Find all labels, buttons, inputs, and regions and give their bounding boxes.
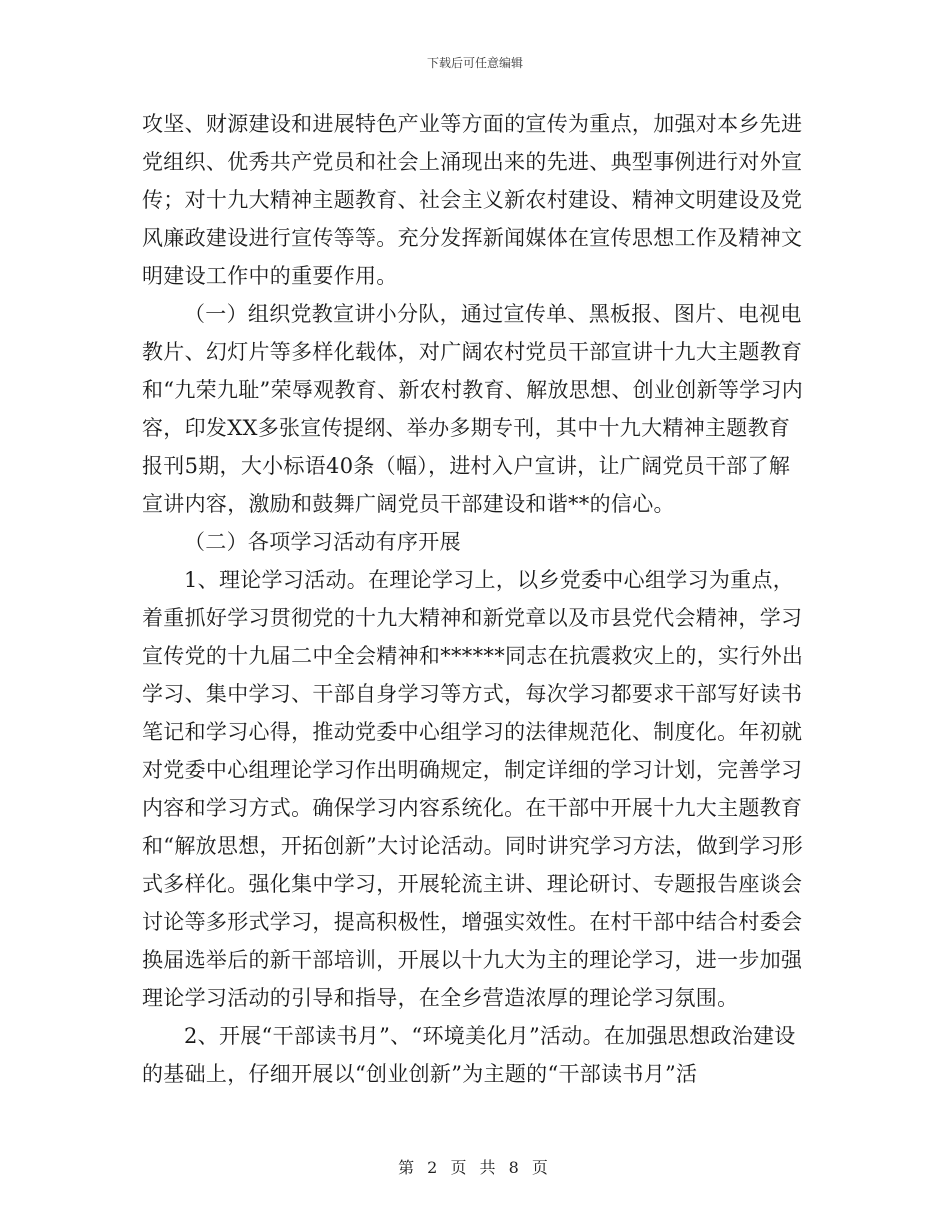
paragraph-theory-study: 1、理论学习活动。在理论学习上，以乡党委中心组学习为重点，着重抓好学习贯彻党的十九大精神和新党章以及市县党代会精神，学习宣传党的十九届二中全会精神和******同志在抗震救灾上的，实行外出学习、集中学习、干部自身学习等方式，每次学习都要求干部写好读书笔记和学习心得，推动党委中心组学习的法律规范化、制度化。年初就对党委中心组理论学习作出明确规定，制定详细的学习计划，完善学习内容和学习方式。确保学习内容系统化。在干部中开展十九大主题教育和“解放思想，开拓创新”大讨论活动。同时讲究学习方法，做到学习形式多样化。强化集中学习，开展轮流主讲、理论研讨、专题报告座谈会讨论等多形式学习，提高积极性，增强实效性。在村干部中结合村委会换届选举后的新干部培训，开展以十九大为主的理论学习，进一步加强理论学习活动的引导和指导，在全乡营造浓厚的理论学习氛围。 [142,568,804,1010]
paragraph-reading-month: 2、开展“干部读书月”、“环境美化月”活动。在加强思想政治建设的基础上，仔细开展以“创业创新”为主题的“干部读书月”活 [142,1024,796,1086]
header-note: 下载后可任意编辑 [426,56,523,70]
section-heading-2: （二）各项学习活动有序开展 [184,530,461,554]
page-number-footer: 第 2 页 共 8 页 [398,1158,552,1177]
document-body [142,105,810,1093]
paragraph-continued: 攻坚、财源建设和进展特色产业等方面的宣传为重点，加强对本乡先进党组织、优秀共产党员和社会上涌现出来的先进、典型事例进行对外宣传；对十九大精神主题教育、社会主义新农村建设、精神文明建设及党风廉政建设进行宣传等等。充分发挥新闻媒体在宣传思想工作及精神文明建设工作中的重要作用。 [142,112,803,288]
paragraph-section-1: （一）组织党教宣讲小分队，通过宣传单、黑板报、图片、电视电教片、幻灯片等多样化载体，对广阔农村党员干部宣讲十九大主题教育和“九荣九耻”荣辱观教育、新农村教育、解放思想、创业创新等学习内容，印发XX多张宣传提纲、举办多期专刊，其中十九大精神主题教育报刊5期，大小标语40条（幅），进村入户宣讲，让广阔党员干部了解宣讲内容，激励和鼓舞广阔党员干部建设和谐**的信心。 [142,302,804,516]
